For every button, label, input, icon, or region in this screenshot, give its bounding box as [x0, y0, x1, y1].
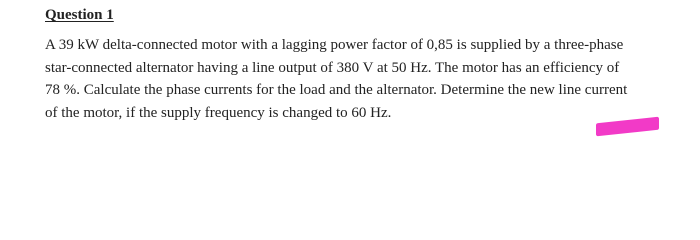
question-body: [45, 34, 685, 124]
question-line-3: 78 %. Calculate the phase currents for the load and the alternator. Determine the new line current: [45, 82, 628, 98]
question-line-1: A 39 kW delta-connected motor with a lagging power factor of 0,85 is supplied by a three-phase: [45, 37, 624, 53]
question-line-4: of the motor, if the supply frequency is changed to 60 Hz.: [45, 104, 392, 121]
question-heading: Question 1: [45, 7, 114, 23]
question-line-2: star-connected alternator having a line output of 380 V at 50 Hz. The motor has an efficiency of: [45, 59, 620, 76]
